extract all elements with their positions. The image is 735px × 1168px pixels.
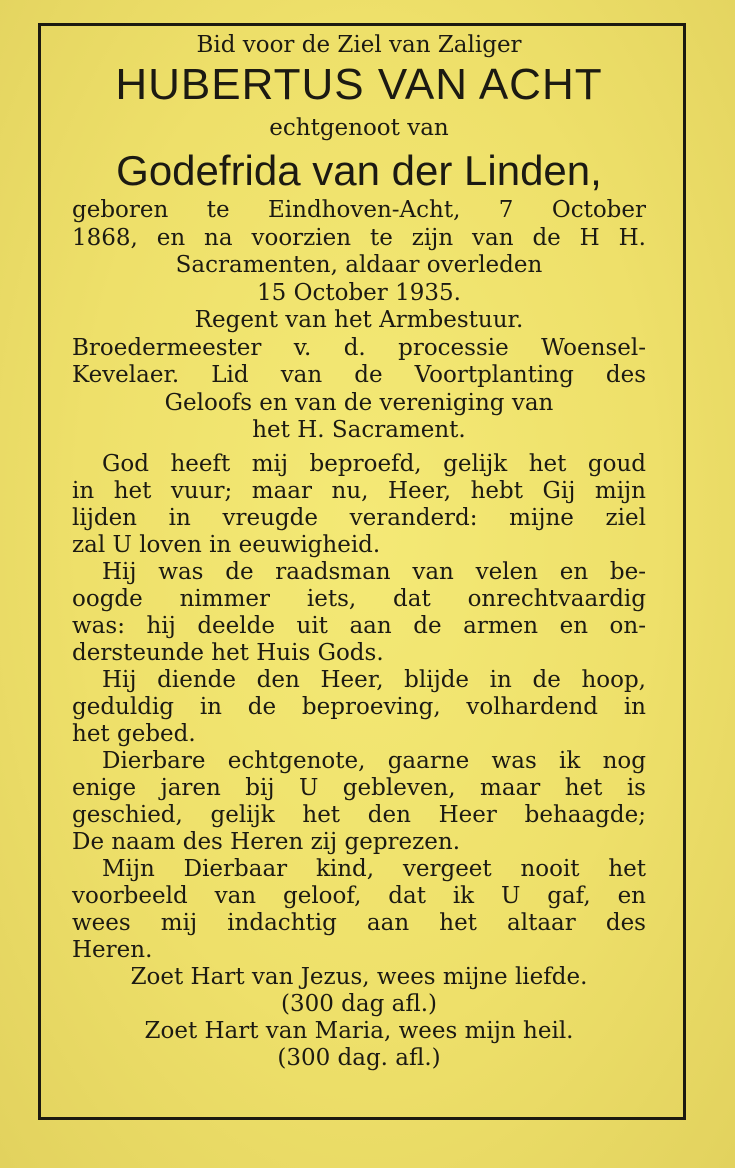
bio-line: Regent van het Armbestuur. — [194, 307, 524, 333]
header — [72, 30, 646, 197]
paragraph-line: Hij was de raadsman van velen en be- — [102, 558, 646, 585]
paragraph-5 — [72, 856, 646, 964]
paragraph-line: zal U loven in eeuwigheid. — [72, 531, 381, 558]
paragraph-line: lijden in vreugde veranderd: mijne ziel — [72, 504, 646, 531]
paragraph-line: Dierbare echtgenote, gaarne was ik nog — [102, 747, 646, 774]
biography — [72, 197, 646, 445]
intro-line: Bid voor de Ziel van Zaliger — [196, 32, 522, 58]
paragraph-line: in het vuur; maar nu, Heer, hebt Gij mijn — [72, 477, 646, 504]
deceased-name: HUBERTUS VAN ACHT — [115, 60, 603, 109]
prayer-line: Zoet Hart van Jezus, wees mijne liefde. — [130, 963, 588, 990]
bio-line: het H. Sacrament. — [252, 417, 466, 443]
paragraph-line: Mijn Dierbaar kind, vergeet nooit het — [102, 855, 646, 882]
indulgence-line: (300 dag. afl.) — [277, 1044, 441, 1071]
bio-line: 15 October 1935. — [257, 279, 461, 306]
bio-line: 1868, en na voorzien te zijn van de H H. — [72, 224, 646, 251]
spouse-label: echtgenoot van — [269, 115, 449, 141]
paragraph-1 — [72, 451, 646, 559]
paragraph-line: God heeft mij beproefd, gelijk het goud — [102, 450, 646, 477]
paragraph-line: Heren. — [72, 936, 153, 963]
indulgence-line: (300 dag afl.) — [281, 990, 437, 1017]
paragraph-line: De naam des Heren zij geprezen. — [72, 828, 461, 855]
bio-line: Broedermeester v. d. processie Woensel- — [72, 334, 646, 361]
bio-line: Kevelaer. Lid van de Voortplanting des — [72, 362, 646, 388]
paragraph-3 — [72, 667, 646, 748]
paragraph-line: geschied, gelijk het den Heer behaagde; — [72, 801, 646, 828]
prayers — [72, 964, 646, 1072]
paragraph-line: Hij diende den Heer, blijde in de hoop, — [102, 666, 646, 693]
bio-line: Sacramenten, aldaar overleden — [175, 252, 543, 278]
paragraph-line: dersteunde het Huis Gods. — [72, 639, 384, 666]
prayer-line: Zoet Hart van Maria, wees mijn heil. — [144, 1017, 574, 1044]
paragraph-4 — [72, 748, 646, 856]
spouse-name: Godefrida van der Linden, — [116, 147, 602, 194]
paragraph-line: wees mij indachtig aan het altaar des — [72, 909, 646, 936]
bio-line: geboren te Eindhoven-Acht, 7 October — [72, 197, 646, 223]
paragraph-2 — [72, 559, 646, 667]
paragraph-line: oogde nimmer iets, dat onrechtvaardig — [72, 585, 646, 612]
paragraph-line: het gebed. — [72, 720, 196, 747]
card-text — [72, 30, 646, 1072]
paragraph-line: was: hij deelde uit aan de armen en on- — [72, 612, 646, 639]
paragraph-line: voorbeeld van geloof, dat ik U gaf, en — [72, 882, 646, 909]
bio-line: Geloofs en van de vereniging van — [164, 389, 554, 416]
paragraph-line: geduldig in de beproeving, volhardend in — [72, 693, 646, 720]
paragraph-line: enige jaren bij U gebleven, maar het is — [72, 774, 646, 801]
